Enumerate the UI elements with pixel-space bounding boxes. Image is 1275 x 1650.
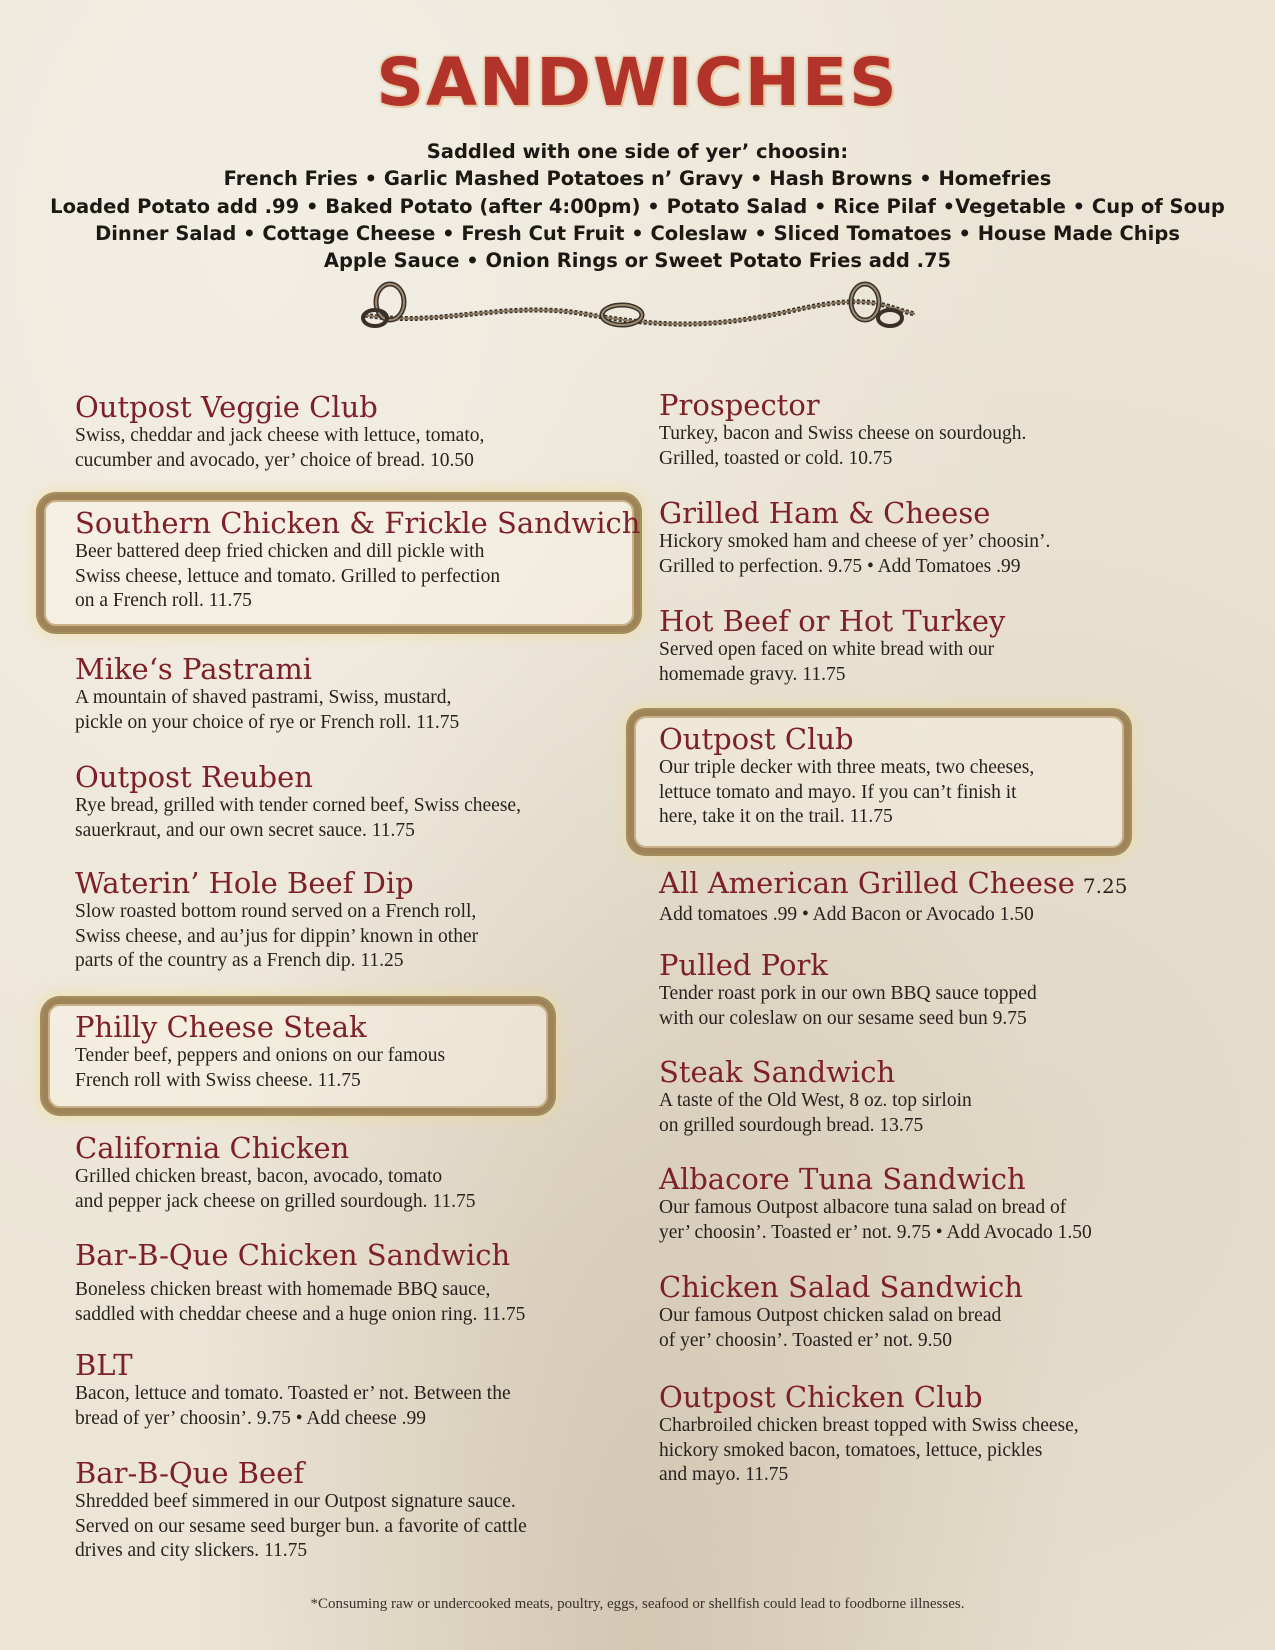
item-desc: Bacon, lettuce and tomato. Toasted er’ not. Between the	[75, 1383, 511, 1404]
item-name: BLT	[75, 1348, 133, 1382]
item-name: Prospector	[659, 388, 820, 422]
item-desc: Turkey, bacon and Swiss cheese on sourdough.	[659, 423, 1027, 444]
menu-item	[659, 496, 1259, 579]
item-desc: on a French roll. 11.75	[75, 590, 252, 611]
sides-line: Dinner Salad • Cottage Cheese • Fresh Cut Fruit • Coleslaw • Sliced Tomatoes • House Made Chips	[95, 221, 1180, 245]
menu-item	[659, 866, 1259, 928]
item-desc: Charbroiled chicken breast topped with Swiss cheese,	[659, 1415, 1079, 1436]
menu-item	[659, 1380, 1259, 1488]
item-desc: Grilled, toasted or cold. 10.75	[659, 447, 893, 469]
rope-divider-icon	[345, 280, 935, 350]
item-name: Outpost Chicken Club	[659, 1380, 983, 1414]
menu-item	[75, 1456, 675, 1564]
menu-item	[659, 388, 1259, 471]
item-name: Steak Sandwich	[659, 1055, 896, 1089]
sides-line: French Fries • Garlic Mashed Potatoes n’ Gravy • Hash Browns • Homefries	[223, 167, 1052, 191]
item-desc: Served on our sesame seed burger bun. a favorite of cattle	[75, 1515, 527, 1537]
item-desc: Shredded beef simmered in our Outpost signature sauce.	[75, 1491, 516, 1512]
item-desc: Add tomatoes .99 • Add Bacon or Avocado 1.50	[659, 904, 1034, 925]
item-desc: Tender beef, peppers and onions on our famous	[75, 1045, 446, 1066]
sides-line: Apple Sauce • Onion Rings or Sweet Potato Fries add .75	[323, 249, 952, 273]
item-name: Outpost Reuben	[75, 760, 313, 794]
menu-item	[75, 390, 675, 473]
item-desc: Served open faced on white bread with our	[659, 639, 995, 660]
item-name: Hot Beef or Hot Turkey	[659, 604, 1006, 638]
item-name: Chicken Salad Sandwich	[659, 1270, 1023, 1304]
item-name: Waterin’ Hole Beef Dip	[75, 866, 414, 900]
item-desc: bread of yer’ choosin’. 9.75 • Add cheese .99	[75, 1407, 427, 1429]
item-name: Albacore Tuna Sandwich	[659, 1162, 1026, 1196]
item-desc: cucumber and avocado, yer’ choice of bread. 10.50	[75, 449, 474, 471]
item-desc: sauerkraut, and our own secret sauce. 11.75	[75, 819, 415, 841]
item-desc: Swiss cheese, and au’jus for dippin’ known in other	[75, 925, 479, 947]
item-desc: homemade gravy. 11.75	[659, 663, 846, 685]
item-desc: drives and city slickers. 11.75	[75, 1540, 308, 1561]
item-desc: A mountain of shaved pastrami, Swiss, mustard,	[75, 687, 452, 708]
item-desc: pickle on your choice of rye or French roll. 11.75	[75, 711, 460, 733]
footnote: *Consuming raw or undercooked meats, poultry, eggs, seafood or shellfish could lead to foodborne illnesses.	[310, 1596, 965, 1612]
item-desc: hickory smoked bacon, tomatoes, lettuce, pickles	[659, 1439, 1043, 1461]
item-price: 7.25	[1082, 874, 1128, 898]
item-desc: Beer battered deep fried chicken and dill pickle with	[75, 541, 485, 562]
menu-item	[659, 604, 1259, 687]
item-name: Grilled Ham & Cheese	[659, 496, 991, 530]
item-desc: Our triple decker with three meats, two cheeses,	[659, 757, 1035, 778]
item-name: Outpost Club	[659, 722, 854, 756]
item-name: Southern Chicken & Frickle Sandwich	[75, 506, 641, 540]
item-desc: of yer’ choosin’. Toasted er’ not. 9.50	[659, 1329, 953, 1351]
item-name: Bar-B-Que Chicken Sandwich	[75, 1238, 511, 1272]
item-desc: Rye bread, grilled with tender corned beef, Swiss cheese,	[75, 795, 521, 816]
item-desc: Slow roasted bottom round served on a French roll,	[75, 901, 477, 922]
item-desc: yer’ choosin’. Toasted er’ not. 9.75 • Add Avocado 1.50	[659, 1221, 1092, 1243]
item-desc: Swiss cheese, lettuce and tomato. Grilled to perfection	[75, 565, 501, 587]
item-name	[659, 866, 1259, 903]
menu-title: SANDWICHES	[376, 44, 899, 121]
item-desc: Boneless chicken breast with homemade BBQ sauce,	[75, 1279, 491, 1300]
menu-item	[75, 1131, 675, 1214]
menu-item	[659, 1270, 1259, 1353]
item-desc: and mayo. 11.75	[659, 1464, 789, 1485]
menu-item	[659, 948, 1259, 1031]
menu-item	[75, 506, 675, 614]
menu-item	[75, 652, 675, 735]
item-name: Philly Cheese Steak	[75, 1010, 367, 1044]
item-desc: Grilled to perfection. 9.75 • Add Tomatoes .99	[659, 555, 1021, 577]
item-desc: and pepper jack cheese on grilled sourdough. 11.75	[75, 1190, 476, 1212]
item-desc: Tender roast pork in our own BBQ sauce topped	[659, 983, 1037, 1004]
item-desc: French roll with Swiss cheese. 11.75	[75, 1069, 361, 1091]
menu-item	[659, 1055, 1259, 1138]
menu-item	[75, 1010, 675, 1093]
item-desc: Grilled chicken breast, bacon, avocado, tomato	[75, 1166, 443, 1187]
item-name: California Chicken	[75, 1131, 350, 1165]
item-desc: Swiss, cheddar and jack cheese with lettuce, tomato,	[75, 425, 485, 446]
menu-item	[659, 1162, 1259, 1245]
item-desc: on grilled sourdough bread. 13.75	[659, 1114, 924, 1136]
item-desc: A taste of the Old West, 8 oz. top sirloin	[659, 1090, 972, 1111]
item-name: Outpost Veggie Club	[75, 390, 378, 424]
item-name-text: All American Grilled Cheese	[659, 866, 1075, 900]
item-desc: with our coleslaw on our sesame seed bun 9.75	[659, 1007, 1027, 1029]
item-desc: parts of the country as a French dip. 11.25	[75, 950, 404, 971]
item-name: Bar-B-Que Beef	[75, 1456, 305, 1490]
menu-item	[75, 1348, 675, 1431]
sides-line: Loaded Potato add .99 • Baked Potato (after 4:00pm) • Potato Salad • Rice Pilaf •Vegetable • Cup of Soup	[50, 194, 1225, 218]
item-desc: Hickory smoked ham and cheese of yer’ choosin’.	[659, 531, 1051, 552]
item-desc: saddled with cheddar cheese and a huge onion ring. 11.75	[75, 1303, 526, 1325]
sides-line: Saddled with one side of yer’ choosin:	[426, 140, 849, 163]
menu-item	[659, 722, 1259, 830]
menu-item	[75, 866, 675, 974]
item-desc: lettuce tomato and mayo. If you can’t finish it	[659, 781, 1017, 803]
menu-item	[75, 760, 675, 843]
item-desc: Our famous Outpost albacore tuna salad on bread of	[659, 1197, 1067, 1218]
item-name: Pulled Pork	[659, 948, 828, 982]
sides-list	[0, 138, 1275, 274]
item-name: Mike‘s Pastrami	[75, 652, 312, 686]
item-desc: here, take it on the trail. 11.75	[659, 806, 893, 827]
item-desc: Our famous Outpost chicken salad on bread	[659, 1305, 1002, 1326]
menu-item	[75, 1238, 675, 1327]
